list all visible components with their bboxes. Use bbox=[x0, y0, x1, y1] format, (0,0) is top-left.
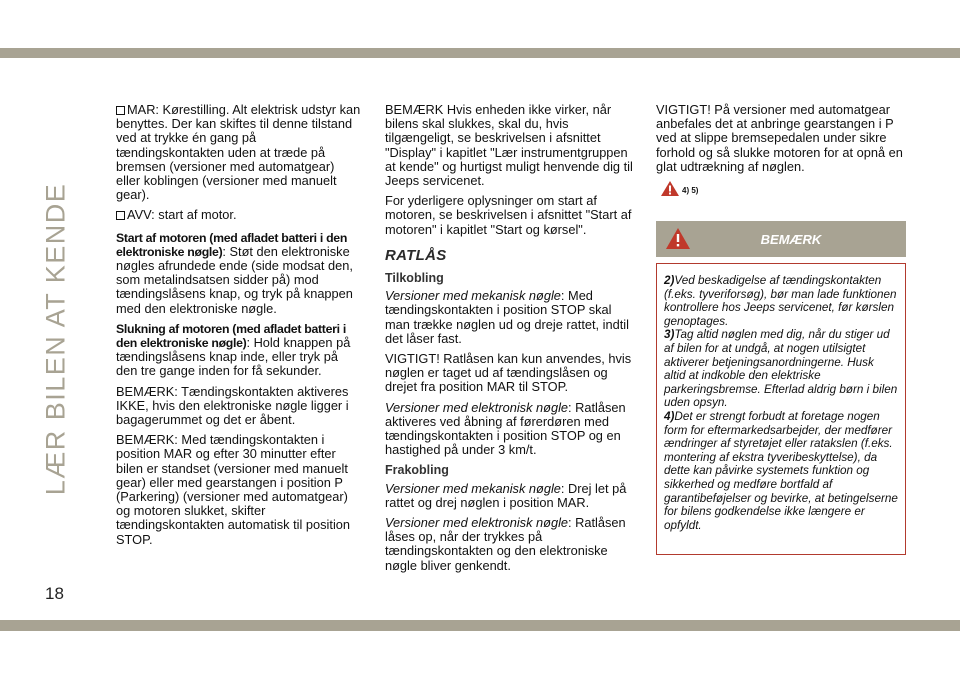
paragraph-more-info: For yderligere oplysninger om start af motoren, se beskrivelsen i afsnittet "Start af motoren" i kapitlet "Start og kørsel". bbox=[385, 193, 632, 237]
paragraph-mechanical-disengage: Versioner med mekanisk nøgle: Drej let på rattet og drej nøglen i position MAR. bbox=[385, 480, 627, 510]
notice-box-title: BEMÆRK bbox=[760, 232, 822, 247]
checkbox-icon bbox=[116, 106, 125, 115]
top-band bbox=[0, 48, 960, 58]
bottom-band bbox=[0, 620, 960, 631]
notice-box-content bbox=[656, 263, 906, 555]
note-unit-failure: BEMÆRK Hvis enheden ikke virker, når bilens skal slukkes, skal du, hvis tilgængeligt, se beskrivelsen i afsnittet "Display" i kapitlet "Lær instrumentgruppen at kende" og hurtigst muligt henvende dig til Jeeps servicenet. bbox=[385, 102, 633, 189]
paragraph-start-engine: Start af motoren (med afladet batteri i den elektroniske nøgle): Støt den elektroniske nøgles afrundede ende (side modsat den, som metalindsatsen sidder på) mod tændingslåsens knap, og tryk på knappen med den elektroniske nøgle. bbox=[116, 230, 353, 316]
warning-triangle-icon bbox=[660, 180, 680, 197]
note-3: 3)Tag altid nøglen med dig, når du stiger ud af bilen for at undgå, at nogen utilsigtet aktiverer betjeningsanordningerne. Husk altid at indkoble den elektriske parkeringsbremse. Efterlad aldrig børn i bilen uden opsyn. bbox=[664, 328, 898, 410]
bullet-mar: MAR: Kørestilling. Alt elektrisk udstyr kan benyttes. Der kan skiftes til denne tilstand ved at trykke én gang på tændingskontakten uden at træde på bremsen (versioner med automatgear) eller koblingen (versioner med manuelt gear). bbox=[116, 102, 361, 203]
subheading-disengage: Frakobling bbox=[385, 463, 449, 478]
important-steering-lock: VIGTIGT! Ratlåsen kan kun anvendes, hvis nøglen er taget ud af tændingslåsen og drejet fra position MAR til STOP. bbox=[385, 351, 632, 395]
checkbox-icon bbox=[116, 211, 125, 220]
paragraph-electronic-engage: Versioner med elektronisk nøgle: Ratlåsen aktiveres ved åbning af førerdøren med tændingskontakten i position STOP og en hastighed på under 3 km/t. bbox=[385, 399, 626, 458]
column-2 bbox=[385, 103, 633, 579]
bullet-avv: AVV: start af motor. bbox=[116, 208, 362, 222]
column-3 bbox=[656, 103, 908, 204]
warning-refs: 4) 5) bbox=[682, 186, 699, 196]
section-heading-steering-lock: RATLÅS bbox=[385, 246, 447, 264]
note-4: 4)Det er strengt forbudt at foretage nogen form for eftermarkedsarbejder, der medfører ændringer af styretøjet eller ratakslen (f.eks. montering af ekstra tyveribeskyttelse), da dette kan påvirke systemets funktion og sikkerhed og medføre bortfald af garantibeføjelser og bevirke, at betingelserne for bilens godkendelse ikke længere er opfyldt. bbox=[664, 409, 898, 532]
subheading-engage: Tilkobling bbox=[385, 271, 444, 286]
paragraph-mechanical-engage: Versioner med mekanisk nøgle: Med tændingskontakten i position STOP skal man trække nøglen ud og dreje rattet, indtil det låser fast. bbox=[385, 288, 629, 346]
note-auto-stop: BEMÆRK: Med tændingskontakten i position MAR og efter 30 minutter efter bilen er standset (versioner med manuelt gear) eller med gearstangen i position P (Parkering) (versioner med automatgear) og motoren slukket, skifter tændingskontakten automatisk til position STOP. bbox=[116, 432, 351, 547]
note-2: 2)Ved beskadigelse af tændingskontakten (f.eks. tyveriforsøg), bør man lade funktionen kontrollere hos Jeeps servicenet, før kørslen genoptages. bbox=[664, 274, 897, 328]
note-trunk: BEMÆRK: Tændingskontakten aktiveres IKKE, hvis den elektroniske nøgle ligger i bagagerummet og det er åbent. bbox=[116, 383, 349, 428]
column-1 bbox=[116, 103, 362, 553]
paragraph-stop-engine: Slukning af motoren (med afladet batteri i den elektroniske nøgle): Hold knappen på tændingslåsens knap inde, eller tryk på den tre gange inden for få sekunder. bbox=[116, 321, 351, 379]
chapter-title-text: LÆR BILEN AT KENDE bbox=[40, 182, 71, 496]
notice-box-header bbox=[656, 221, 906, 257]
important-automatic-gear: VIGTIGT! På versioner med automatgear anbefales det at anbringe gearstangen i P ved at slippe bremsepedalen under sikre forhold og så slukke motoren for at opnå en glat udtrækning af nøglen. bbox=[656, 102, 903, 174]
warning-reference bbox=[660, 180, 908, 204]
paragraph-electronic-disengage: Versioner med elektronisk nøgle: Ratlåsen låses op, når der trykkes på tændingskontakten og den elektroniske nøgle bliver genkendt. bbox=[385, 515, 626, 573]
page-number: 18 bbox=[45, 584, 64, 603]
